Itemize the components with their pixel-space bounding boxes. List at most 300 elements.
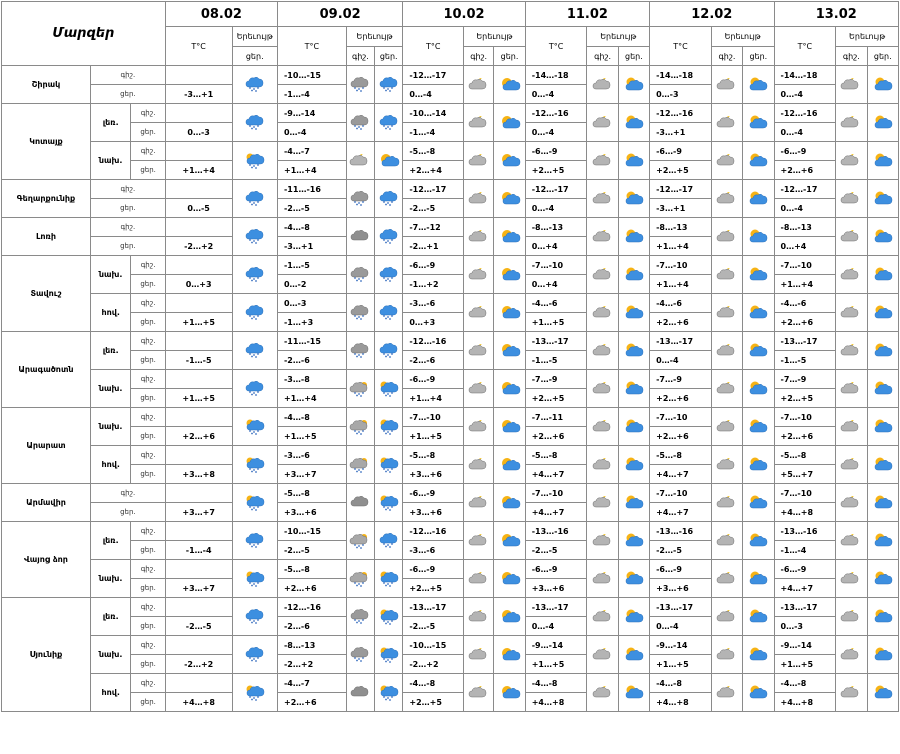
cloud-moon-icon — [464, 636, 494, 674]
cloud-sun-snow-icon — [346, 560, 374, 598]
phenomenon-column-header: Երեւույթ — [464, 27, 526, 47]
cloud-sun-icon — [618, 446, 649, 484]
region-name: Լոռի — [2, 218, 91, 256]
cloud-moon-icon — [836, 598, 867, 636]
day-label: ցեր. — [90, 85, 165, 104]
temp-column-header: T°C — [774, 27, 836, 66]
temp-column-header: T°C — [277, 27, 346, 66]
night-temperature: -6…-9 — [403, 256, 464, 275]
snow-sun-icon — [375, 484, 403, 522]
cloud-snow-icon — [375, 256, 403, 294]
cloud-moon-icon — [464, 560, 494, 598]
day-temperature: +2…+5 — [403, 693, 464, 712]
night-temperature: -7…-10 — [650, 256, 712, 275]
cloud-sun-icon — [743, 560, 774, 598]
cloud-moon-icon — [836, 522, 867, 560]
region-name: Գեղարքունիք — [2, 180, 91, 218]
night-temperature: -3…-6 — [277, 446, 346, 465]
cloud-moon-icon — [346, 142, 374, 180]
day-temperature: -2…-5 — [165, 617, 232, 636]
sun-cloud-icon — [494, 674, 525, 712]
night-temperature: -7…-10 — [403, 408, 464, 427]
day-temperature: -1…-4 — [277, 85, 346, 104]
night-temperature: -5…-8 — [774, 446, 836, 465]
cloud-moon-icon — [464, 446, 494, 484]
day-temperature: +2…+5 — [525, 389, 587, 408]
cloud-moon-icon — [464, 484, 494, 522]
cloud-sun-icon — [743, 674, 774, 712]
day-temperature: -2…-5 — [650, 541, 712, 560]
night-label: գիշ. — [90, 484, 165, 503]
night-temperature: -13…-17 — [525, 598, 587, 617]
table-row — [2, 522, 899, 541]
cloud-sun-icon — [743, 218, 774, 256]
cloud-moon-icon — [836, 142, 867, 180]
night-temperature: -7…-9 — [774, 370, 836, 389]
night-temperature: -13…-17 — [525, 332, 587, 351]
cloud-sun-icon — [618, 294, 649, 332]
cloud-snow-icon — [232, 636, 277, 674]
cloud-moon-icon — [711, 560, 742, 598]
zone-label: լեռ. — [90, 104, 130, 142]
night-label: գիշ. — [131, 598, 165, 617]
day-temperature: +2…+6 — [165, 427, 232, 446]
day-temperature: +3…+7 — [165, 503, 232, 522]
cloud-sun-icon — [867, 294, 898, 332]
cloud-sun-snow-icon — [346, 408, 374, 446]
day-temperature: 0…-3 — [774, 617, 836, 636]
snow-sun-icon — [375, 446, 403, 484]
table-title: Մարզեր — [2, 2, 166, 66]
cloud-icon — [346, 484, 374, 522]
zone-label: լեռ. — [90, 522, 130, 560]
forecast-table — [1, 1, 899, 712]
cloud-moon-icon — [587, 332, 618, 370]
day-temperature: +1…+5 — [774, 655, 836, 674]
sun-cloud-icon — [494, 370, 525, 408]
day-temperature: +1…+5 — [525, 313, 587, 332]
cloud-sun-icon — [867, 408, 898, 446]
night-temperature: -9…-14 — [650, 636, 712, 655]
night-temperature: -7…-10 — [774, 408, 836, 427]
night-temperature: -7…-9 — [650, 370, 712, 389]
day-temperature: 0…+4 — [525, 275, 587, 294]
zone-label: հով. — [90, 446, 130, 484]
cloud-sun-icon — [867, 218, 898, 256]
cloud-sun-icon — [743, 484, 774, 522]
day-temperature: +1…+4 — [277, 161, 346, 180]
table-row — [2, 218, 899, 237]
cloud-sun-icon — [867, 446, 898, 484]
cloud-moon-icon — [711, 66, 742, 104]
cloud-moon-icon — [836, 66, 867, 104]
cloud-sun-icon — [743, 294, 774, 332]
night-temperature: -6…-9 — [403, 484, 464, 503]
cloud-sun-icon — [867, 332, 898, 370]
cloud-sun-icon — [867, 142, 898, 180]
night-temperature: -14…-18 — [650, 66, 712, 85]
day-temperature: +2…+4 — [403, 161, 464, 180]
snow-sun-icon — [375, 370, 403, 408]
day-temperature: +3…+7 — [165, 579, 232, 598]
day-label: ցեր. — [131, 275, 165, 294]
night-temperature: -8…-13 — [774, 218, 836, 237]
cloud-moon-icon — [836, 294, 867, 332]
day-temperature: -2…-6 — [277, 351, 346, 370]
cloud-moon-icon — [711, 180, 742, 218]
night-label: գիշ. — [131, 408, 165, 427]
night-temperature: -13…-17 — [774, 598, 836, 617]
cloud-sun-icon — [867, 370, 898, 408]
cloud-moon-icon — [464, 104, 494, 142]
zone-label: լեռ. — [90, 598, 130, 636]
cloud-moon-icon — [711, 218, 742, 256]
day-temperature: -2…-6 — [277, 617, 346, 636]
day-temperature: +5…+7 — [774, 465, 836, 484]
night-column-header: գիշ. — [346, 47, 374, 66]
day-temperature: +2…+6 — [277, 693, 346, 712]
day-temperature: 0…-4 — [774, 123, 836, 142]
night-temperature: -5…-8 — [277, 560, 346, 579]
day-column-header: ցեր. — [867, 47, 898, 66]
cloud-sun-icon — [618, 636, 649, 674]
night-temperature: -4…-6 — [774, 294, 836, 313]
day-temperature: +3…+6 — [277, 503, 346, 522]
cloud-sun-icon — [743, 522, 774, 560]
day-temperature: +3…+6 — [525, 579, 587, 598]
cloud-sun-icon — [618, 408, 649, 446]
cloud-moon-icon — [711, 408, 742, 446]
empty-cell — [165, 560, 232, 579]
cloud-icon — [346, 218, 374, 256]
sun-cloud-icon — [494, 484, 525, 522]
cloud-moon-icon — [836, 446, 867, 484]
cloud-moon-icon — [711, 294, 742, 332]
day-temperature: -3…-6 — [403, 541, 464, 560]
cloud-snow-icon — [375, 218, 403, 256]
sun-cloud-icon — [494, 256, 525, 294]
snow-sun-icon — [375, 674, 403, 712]
day-temperature: -2…+2 — [277, 655, 346, 674]
night-temperature: -7…-10 — [525, 484, 587, 503]
night-temperature: -11…-16 — [277, 180, 346, 199]
cloud-snow-icon — [232, 256, 277, 294]
cloud-sun-snow-icon — [346, 446, 374, 484]
night-temperature: -10…-14 — [403, 104, 464, 123]
day-temperature: -3…+1 — [650, 199, 712, 218]
day-temperature: -2…+1 — [403, 237, 464, 256]
day-label: ցեր. — [131, 579, 165, 598]
day-temperature: -2…+2 — [165, 237, 232, 256]
sun-cloud-icon — [494, 104, 525, 142]
day-temperature: 0…-4 — [650, 617, 712, 636]
zone-label: նախ. — [90, 370, 130, 408]
cloud-snow-icon — [375, 294, 403, 332]
table-row — [2, 332, 899, 351]
night-temperature: -6…-9 — [650, 142, 712, 161]
empty-cell — [165, 66, 232, 85]
undefined — [346, 636, 374, 674]
undefined — [346, 598, 374, 636]
night-label: գիշ. — [90, 218, 165, 237]
day-temperature: +2…+6 — [277, 579, 346, 598]
snow-sun-icon — [232, 560, 277, 598]
night-temperature: -12…-16 — [650, 104, 712, 123]
day-temperature: +1…+5 — [165, 313, 232, 332]
sun-cloud-icon — [494, 522, 525, 560]
night-temperature: -13…-16 — [774, 522, 836, 541]
night-temperature: -6…-9 — [525, 142, 587, 161]
cloud-sun-icon — [743, 180, 774, 218]
cloud-moon-icon — [464, 408, 494, 446]
day-temperature: +4…+8 — [650, 693, 712, 712]
cloud-sun-icon — [618, 180, 649, 218]
day-temperature: -3…+1 — [277, 237, 346, 256]
date-header: 09.02 — [277, 2, 402, 27]
day-temperature: +2…+6 — [650, 427, 712, 446]
night-label: գիշ. — [90, 66, 165, 85]
cloud-sun-icon — [743, 636, 774, 674]
region-name: Տավուշ — [2, 256, 91, 332]
night-temperature: -5…-8 — [277, 484, 346, 503]
night-temperature: -4…-8 — [650, 674, 712, 693]
undefined — [346, 332, 374, 370]
cloud-sun-icon — [743, 142, 774, 180]
night-temperature: -4…-8 — [403, 674, 464, 693]
cloud-snow-icon — [232, 66, 277, 104]
cloud-sun-icon — [618, 142, 649, 180]
night-temperature: -14…-18 — [774, 66, 836, 85]
night-column-header: գիշ. — [836, 47, 867, 66]
cloud-sun-icon — [743, 66, 774, 104]
night-temperature: -7…-10 — [774, 484, 836, 503]
cloud-moon-icon — [464, 218, 494, 256]
region-name: Սյունիք — [2, 598, 91, 712]
cloud-sun-icon — [618, 370, 649, 408]
day-label: ցեր. — [131, 161, 165, 180]
day-temperature: -1…-4 — [403, 123, 464, 142]
day-temperature: +4…+8 — [774, 503, 836, 522]
night-temperature: -13…-17 — [650, 332, 712, 351]
region-name: Կոտայք — [2, 104, 91, 180]
cloud-sun-icon — [867, 636, 898, 674]
cloud-moon-icon — [711, 598, 742, 636]
snow-sun-icon — [232, 446, 277, 484]
empty-cell — [165, 674, 232, 693]
day-temperature: +2…+5 — [525, 161, 587, 180]
empty-cell — [165, 408, 232, 427]
table-row — [2, 66, 899, 85]
cloud-sun-icon — [867, 598, 898, 636]
cloud-sun-icon — [867, 180, 898, 218]
day-temperature: +1…+4 — [774, 275, 836, 294]
day-temperature: 0…+3 — [403, 313, 464, 332]
day-temperature: -3…+1 — [165, 85, 232, 104]
table-row — [2, 636, 899, 655]
cloud-sun-icon — [867, 522, 898, 560]
cloud-moon-icon — [464, 674, 494, 712]
cloud-moon-icon — [836, 636, 867, 674]
day-label: ցեր. — [90, 503, 165, 522]
empty-cell — [165, 218, 232, 237]
cloud-snow-icon — [375, 180, 403, 218]
night-temperature: -6…-9 — [774, 560, 836, 579]
night-temperature: -4…-6 — [525, 294, 587, 313]
cloud-moon-icon — [464, 598, 494, 636]
night-temperature: -13…-17 — [774, 332, 836, 351]
day-temperature: +2…+6 — [650, 389, 712, 408]
cloud-moon-icon — [711, 332, 742, 370]
night-column-header: գիշ. — [464, 47, 494, 66]
sun-cloud-icon — [494, 560, 525, 598]
table-row — [2, 180, 899, 199]
zone-label: նախ. — [90, 256, 130, 294]
date-header: 13.02 — [774, 2, 899, 27]
sun-cloud-icon — [494, 598, 525, 636]
cloud-moon-icon — [464, 142, 494, 180]
day-temperature: -2…-5 — [403, 199, 464, 218]
night-temperature: -5…-8 — [650, 446, 712, 465]
day-temperature: 0…-4 — [403, 85, 464, 104]
cloud-moon-icon — [587, 66, 618, 104]
cloud-sun-icon — [743, 104, 774, 142]
night-temperature: -7…-10 — [650, 484, 712, 503]
night-temperature: -7…-10 — [774, 256, 836, 275]
day-temperature: 0…-4 — [525, 123, 587, 142]
cloud-moon-icon — [836, 180, 867, 218]
phenomenon-column-header: Երեւույթ — [836, 27, 899, 47]
cloud-moon-icon — [587, 636, 618, 674]
night-temperature: -7…-12 — [403, 218, 464, 237]
night-temperature: -10…-15 — [403, 636, 464, 655]
night-temperature: -6…-9 — [774, 142, 836, 161]
night-temperature: -13…-16 — [525, 522, 587, 541]
night-temperature: -7…-10 — [650, 408, 712, 427]
day-temperature: 0…-2 — [277, 275, 346, 294]
zone-label: նախ. — [90, 142, 130, 180]
day-temperature: +2…+5 — [774, 389, 836, 408]
cloud-moon-icon — [711, 522, 742, 560]
empty-cell — [165, 332, 232, 351]
snow-sun-icon — [375, 598, 403, 636]
day-temperature: 0…+4 — [774, 237, 836, 256]
night-temperature: -7…-10 — [525, 256, 587, 275]
day-temperature: 0…-4 — [525, 617, 587, 636]
night-temperature: -12…-17 — [774, 180, 836, 199]
night-temperature: -9…-14 — [277, 104, 346, 123]
night-temperature: -10…-15 — [277, 66, 346, 85]
date-header: 11.02 — [525, 2, 649, 27]
cloud-moon-icon — [836, 408, 867, 446]
day-temperature: +1…+5 — [165, 389, 232, 408]
cloud-sun-icon — [743, 256, 774, 294]
zone-label: հով. — [90, 294, 130, 332]
night-temperature: -12…-16 — [525, 104, 587, 123]
day-label: ցեր. — [131, 351, 165, 370]
sun-cloud-icon — [494, 332, 525, 370]
cloud-moon-icon — [587, 180, 618, 218]
zone-label: հով. — [90, 674, 130, 712]
cloud-sun-icon — [867, 256, 898, 294]
night-temperature: -4…-7 — [277, 142, 346, 161]
snow-sun-icon — [232, 674, 277, 712]
night-label: գիշ. — [131, 332, 165, 351]
night-temperature: -5…-8 — [403, 446, 464, 465]
temp-column-header: T°C — [525, 27, 587, 66]
cloud-moon-icon — [587, 560, 618, 598]
empty-cell — [165, 256, 232, 275]
day-temperature: -1…-4 — [165, 541, 232, 560]
night-temperature: -12…-16 — [403, 332, 464, 351]
night-temperature: -6…-9 — [403, 370, 464, 389]
day-temperature: 0…-3 — [650, 85, 712, 104]
region-name: Շիրակ — [2, 66, 91, 104]
night-temperature: -13…-16 — [650, 522, 712, 541]
sun-cloud-icon — [494, 142, 525, 180]
day-temperature: -2…-5 — [277, 199, 346, 218]
cloud-moon-icon — [836, 218, 867, 256]
empty-cell — [165, 294, 232, 313]
day-column-header: ցեր. — [743, 47, 774, 66]
cloud-sun-icon — [867, 674, 898, 712]
cloud-sun-snow-icon — [346, 522, 374, 560]
day-temperature: -2…-5 — [525, 541, 587, 560]
cloud-moon-icon — [587, 446, 618, 484]
night-temperature: -10…-15 — [277, 522, 346, 541]
zone-label: նախ. — [90, 636, 130, 674]
night-label: գիշ. — [131, 636, 165, 655]
night-temperature: -9…-14 — [525, 636, 587, 655]
night-temperature: -12…-16 — [277, 598, 346, 617]
day-temperature: +1…+5 — [525, 655, 587, 674]
cloud-moon-icon — [587, 142, 618, 180]
cloud-sun-icon — [618, 218, 649, 256]
undefined — [346, 294, 374, 332]
cloud-sun-icon — [743, 370, 774, 408]
zone-label: լեռ. — [90, 332, 130, 370]
cloud-sun-icon — [867, 104, 898, 142]
cloud-snow-icon — [232, 598, 277, 636]
region-name: Արարատ — [2, 408, 91, 484]
cloud-moon-icon — [836, 484, 867, 522]
night-temperature: -12…-17 — [525, 180, 587, 199]
cloud-snow-icon — [375, 522, 403, 560]
day-temperature: +1…+5 — [403, 427, 464, 446]
day-temperature: -1…-4 — [774, 541, 836, 560]
undefined — [346, 104, 374, 142]
night-label: գիշ. — [131, 560, 165, 579]
empty-cell — [165, 522, 232, 541]
day-temperature: +4…+7 — [650, 465, 712, 484]
day-temperature: +2…+6 — [650, 313, 712, 332]
cloud-moon-icon — [711, 370, 742, 408]
night-temperature: -11…-15 — [277, 332, 346, 351]
cloud-snow-icon — [375, 332, 403, 370]
cloud-moon-icon — [587, 674, 618, 712]
cloud-sun-icon — [618, 104, 649, 142]
night-column-header: գիշ. — [587, 47, 618, 66]
temp-column-header: T°C — [403, 27, 464, 66]
night-temperature: -8…-13 — [650, 218, 712, 237]
night-label: գիշ. — [131, 370, 165, 389]
night-temperature: -12…-16 — [774, 104, 836, 123]
day-temperature: -3…+1 — [650, 123, 712, 142]
snow-sun-icon — [232, 408, 277, 446]
table-row — [2, 104, 899, 123]
day-label: ցեր. — [131, 313, 165, 332]
day-temperature: 0…-5 — [165, 199, 232, 218]
day-label: ցեր. — [131, 123, 165, 142]
